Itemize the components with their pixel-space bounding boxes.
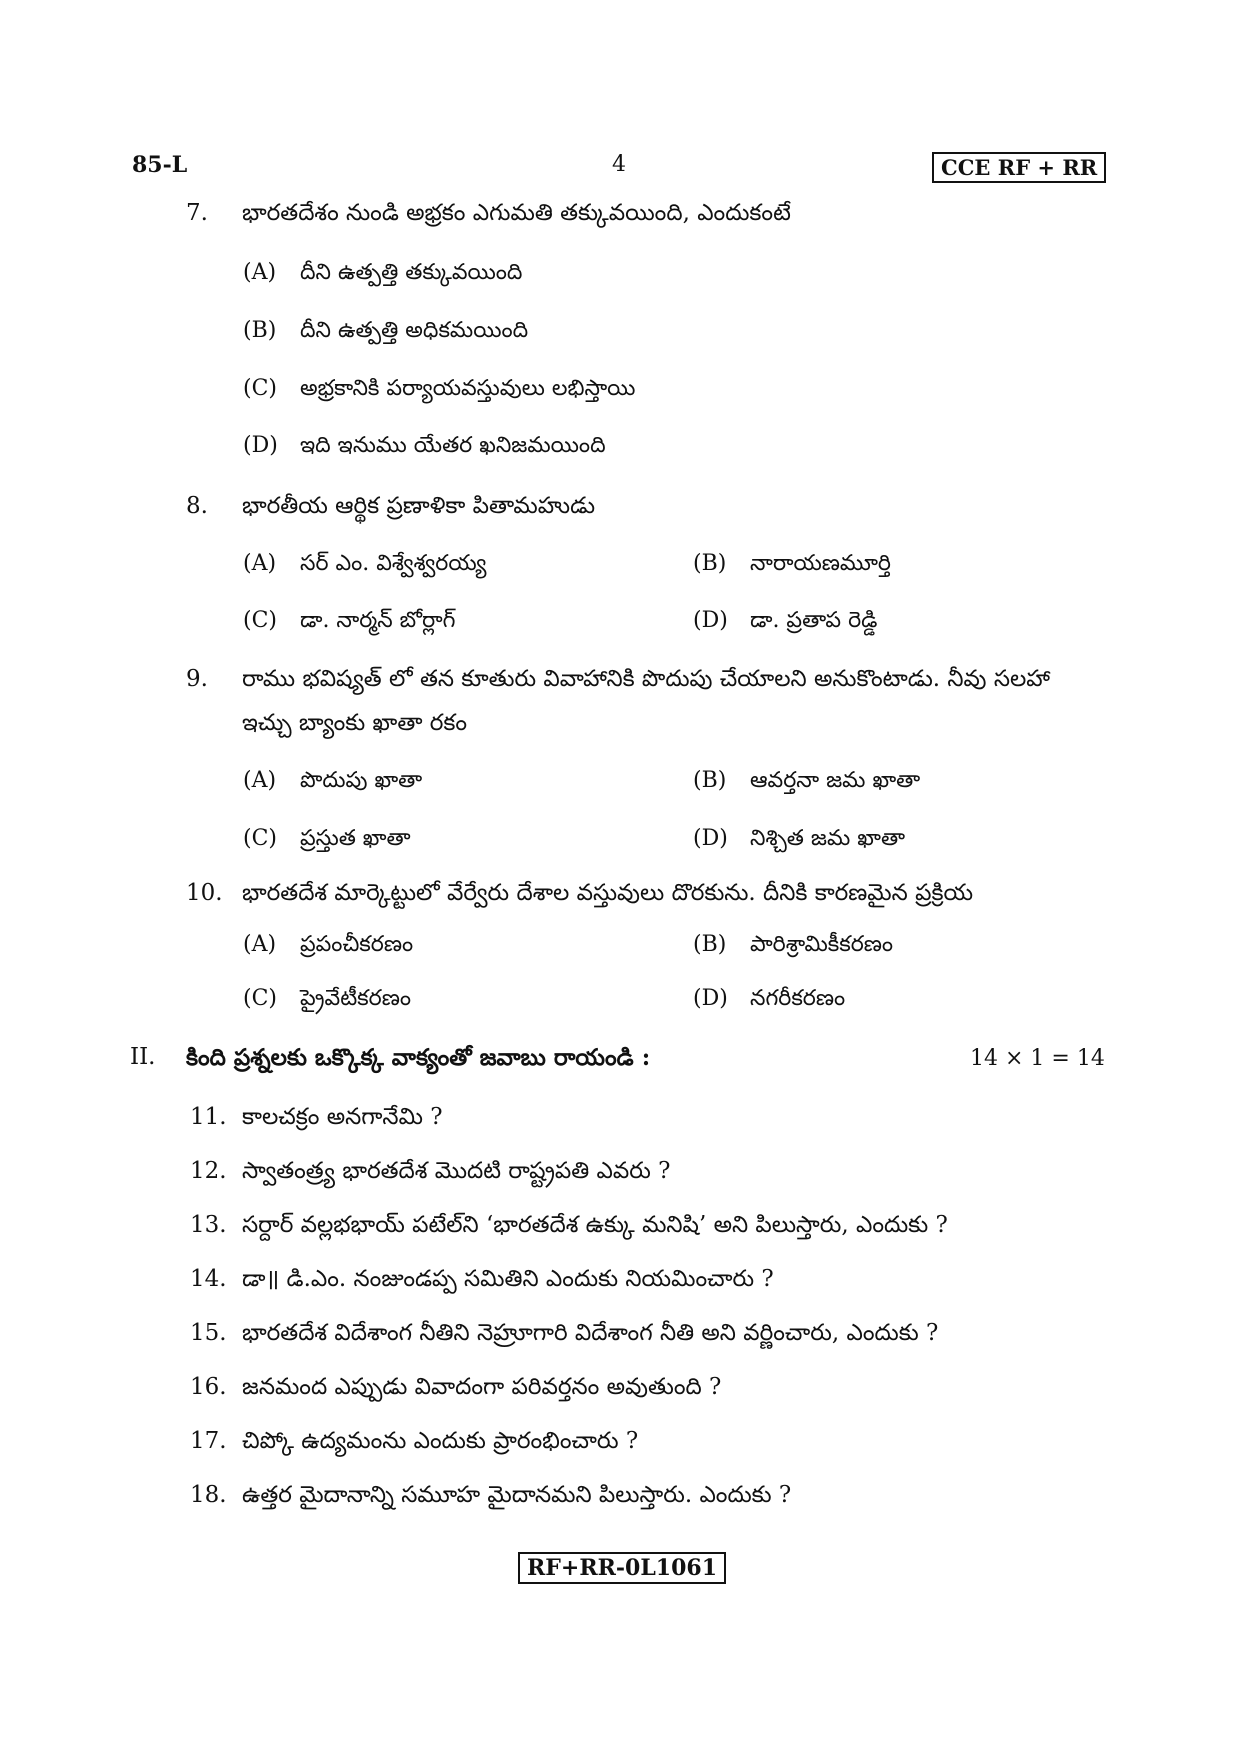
option-label: (A) [243,768,277,793]
option-7d [0,433,1238,463]
option-label: (B) [693,932,727,957]
option-7c [0,376,1238,406]
option-text: డా. నార్మన్ బోర్లాగ్ [300,608,456,633]
question-7 [0,200,1238,230]
option-row-9cd [0,826,1238,856]
page-number: 4 [612,152,626,177]
option-text: నగరీకరణం [750,986,846,1011]
option-label: (D) [693,608,728,633]
option-row-8cd [0,608,1238,638]
option-text: ఇది ఇనుము యేతర ఖనిజమయింది [300,433,606,458]
option-row-8ab [0,551,1238,581]
question-text: రాము భవిష్యత్ లో తన కూతురు వివాహానికి పొదుపు చేయాలని అనుకొంటాడు. నీవు సలహా [242,666,1051,692]
question-text: భారతదేశం నుండి అభ్రకం ఎగుమతి తక్కువయింది, ఎందుకంటే [242,200,791,226]
question-12 [0,1158,1238,1188]
question-number: 18. [190,1482,227,1508]
question-16 [0,1374,1238,1404]
question-text: సర్దార్ వల్లభభాయ్ పటేల్‌ని ‘భారతదేశ ఉక్కు మనిషి’ అని పిలుస్తారు, ఎందుకు ? [242,1212,948,1238]
option-text: నారాయణమూర్తి [750,551,891,576]
option-text: డా. ప్రతాప రెడ్డి [750,608,878,633]
question-number: 12. [190,1158,227,1184]
paper-code: 85-L [132,152,188,178]
question-18 [0,1482,1238,1512]
question-number: 10. [186,880,223,906]
section-number: II. [130,1044,156,1070]
option-label: (D) [693,826,728,851]
option-label: (C) [243,986,277,1011]
option-7a [0,260,1238,290]
option-text: ప్రపంచీకరణం [300,932,414,957]
question-9 [0,666,1238,696]
option-label: (C) [243,376,277,401]
option-label: (D) [243,433,278,458]
question-number: 13. [190,1212,227,1238]
question-number: 16. [190,1374,227,1400]
question-15 [0,1320,1238,1350]
option-label: (A) [243,260,277,285]
option-label: (B) [693,551,727,576]
question-number: 14. [190,1266,227,1292]
question-number: 8. [186,493,208,519]
question-9-line2 [0,710,1238,740]
option-text: అభ్రకానికి పర్యాయవస్తువులు లభిస్తాయి [300,376,636,401]
option-row-10cd [0,986,1238,1016]
option-row-9ab [0,768,1238,798]
option-label: (A) [243,551,277,576]
question-text-continued: ఇచ్చు బ్యాంకు ఖాతా రకం [242,710,468,736]
question-10 [0,880,1238,910]
question-number: 17. [190,1428,227,1454]
question-number: 11. [190,1104,227,1130]
question-text: చిప్కో ఉద్యమంను ఎందుకు ప్రారంభించారు ? [242,1428,639,1454]
question-13 [0,1212,1238,1242]
option-label: (B) [693,768,727,793]
question-number: 7. [186,200,208,226]
section-title: కింది ప్రశ్నలకు ఒక్కొక్క వాక్యంతో జవాబు రాయండి : [186,1044,651,1071]
option-text: ప్రైవేటీకరణం [300,986,412,1011]
option-text: దీని ఉత్పత్తి తక్కువయింది [300,260,523,285]
option-text: పారిశ్రామికీకరణం [750,932,894,957]
question-14 [0,1266,1238,1296]
question-17 [0,1428,1238,1458]
option-text: ఆవర్తనా జమ ఖాతా [750,768,921,793]
question-number: 9. [186,666,208,692]
option-text: దీని ఉత్పత్తి అధికమయింది [300,318,529,343]
footer-code-box: RF+RR-0L1061 [518,1552,726,1584]
option-text: సర్ ఎం. విశ్వేశ్వరయ్య [300,551,487,576]
option-label: (D) [693,986,728,1011]
option-row-10ab [0,932,1238,962]
question-text: డా॥ డి.ఎం. నంజుండప్ప సమితిని ఎందుకు నియమించారు ? [242,1266,774,1292]
option-label: (C) [243,608,277,633]
section-marks: 14 × 1 = 14 [970,1046,1105,1071]
option-label: (A) [243,932,277,957]
question-text: భారతదేశ మార్కెట్టులో వేర్వేరు దేశాల వస్తువులు దొరకును. దీనికి కారణమైన ప్రక్రియ [242,880,974,906]
question-11 [0,1104,1238,1134]
exam-code-box: CCE RF + RR [932,152,1106,183]
option-label: (C) [243,826,277,851]
option-text: నిశ్చిత జమ ఖాతా [750,826,906,851]
option-text: ప్రస్తుత ఖాతా [300,826,411,851]
option-label: (B) [243,318,277,343]
question-number: 15. [190,1320,227,1346]
option-text: పొదుపు ఖాతా [300,768,423,793]
question-text: స్వాతంత్ర్య భారతదేశ మొదటి రాష్ట్రపతి ఎవరు ? [242,1158,671,1184]
option-7b [0,318,1238,348]
question-text: కాలచక్రం అనగానేమి ? [242,1104,443,1130]
question-text: భారతీయ ఆర్థిక ప్రణాళికా పితామహుడు [242,493,596,519]
question-text: భారతదేశ విదేశాంగ నీతిని నెహ్రూగారి విదేశాంగ నీతి అని వర్ణించారు, ఎందుకు ? [242,1320,939,1346]
question-text: ఉత్తర మైదానాన్ని సమూహ మైదానమని పిలుస్తారు. ఎందుకు ? [242,1482,792,1508]
question-text: జనమంద ఎప్పుడు వివాదంగా పరివర్తనం అవుతుంది ? [242,1374,722,1400]
question-8 [0,493,1238,523]
